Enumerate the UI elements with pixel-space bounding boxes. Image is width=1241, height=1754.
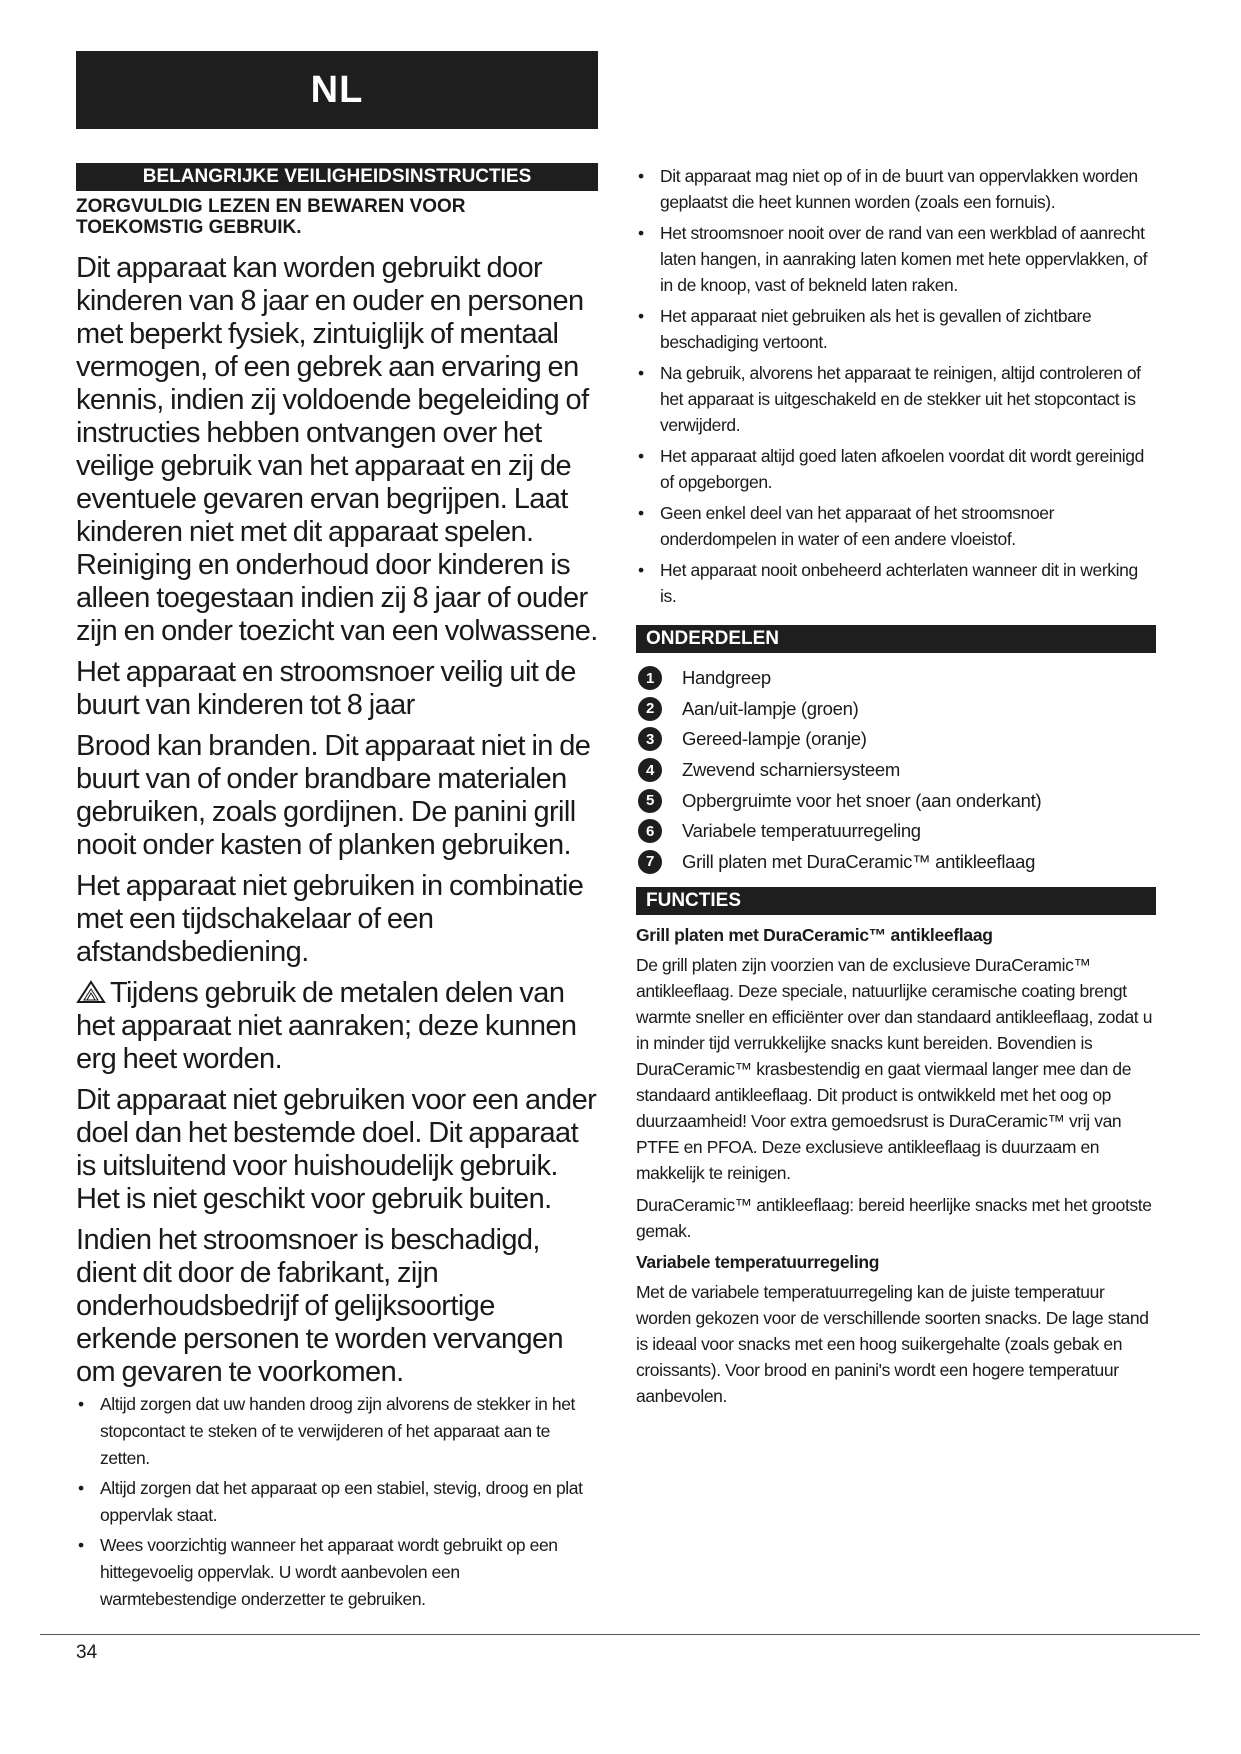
list-item: • Altijd zorgen dat het apparaat op een stabiel, stevig, droog en plat oppervlak staat.: [76, 1475, 598, 1529]
safety-title: BELANGRIJKE VEILIGHEIDSINSTRUCTIES: [76, 163, 598, 191]
part-item: [636, 694, 1156, 725]
part-label: Gereed-lampje (oranje): [682, 728, 867, 750]
part-number: 1: [638, 666, 662, 690]
parts-title: ONDERDELEN: [636, 625, 1156, 653]
part-number: 4: [638, 758, 662, 782]
safety-paragraph-warning: [76, 977, 598, 1076]
list-item: • Dit apparaat mag niet op of in de buurt van oppervlakken worden geplaatst die heet kunnen worden (zoals een fornuis).: [636, 163, 1156, 215]
part-label: Opbergruimte voor het snoer (aan onderkant): [682, 789, 1042, 811]
safety-paragraph: Indien het stroomsnoer is beschadigd, dient dit door de fabrikant, zijn onderhoudsbedrijf of gelijksoortige erkende personen te worden vervangen om gevaren te voorkomen.: [76, 1224, 564, 1388]
right-column: [636, 163, 1156, 1415]
list-item: • Het apparaat nooit onbeheerd achterlaten wanneer dit in werking is.: [636, 557, 1156, 609]
list-item: • Wees voorzichtig wanneer het apparaat wordt gebruikt op een hittegevoelig oppervlak. U wordt aanbevolen een warmtebestendige onderzetter te gebruiken.: [76, 1532, 598, 1613]
safety-paragraph: Het apparaat en stroomsnoer veilig uit de buurt van kinderen tot 8 jaar: [76, 656, 576, 721]
functions-title: FUNCTIES: [636, 887, 1156, 915]
part-number: 7: [638, 850, 662, 874]
part-number: 6: [638, 819, 662, 843]
part-number: 3: [638, 727, 662, 751]
left-column: [76, 163, 598, 1616]
list-item: • Het apparaat altijd goed laten afkoelen voordat dit wordt gereinigd of opgeborgen.: [636, 443, 1156, 495]
part-label: Zwevend scharniersysteem: [682, 759, 900, 781]
part-label: Handgreep: [682, 667, 771, 689]
part-label: Aan/uit-lampje (groen): [682, 697, 859, 719]
part-label: Grill platen met DuraCeramic™ antikleeflaag: [682, 850, 1036, 872]
parts-list: [636, 663, 1156, 877]
part-number: 5: [638, 789, 662, 813]
list-item: • Geen enkel deel van het apparaat of het stroomsnoer onderdompelen in water of een andere vloeistof.: [636, 500, 1156, 552]
feature-paragraph: DuraCeramic™ antikleeflaag: bereid heerlijke snacks met het grootste gemak.: [636, 1195, 1152, 1242]
part-item: [636, 724, 1156, 755]
safety-paragraph: Het apparaat niet gebruiken in combinatie met een tijdschakelaar of een afstandsbediening.: [76, 870, 584, 968]
part-label: Variabele temperatuurregeling: [682, 820, 921, 842]
safety-subtitle: ZORGVULDIG LEZEN EN BEWAREN VOOR TOEKOMSTIG GEBRUIK.: [76, 196, 466, 238]
part-item: [636, 663, 1156, 694]
list-item: • Altijd zorgen dat uw handen droog zijn alvorens de stekker in het stopcontact te steken of te verwijderen of het apparaat aan te zetten.: [76, 1391, 598, 1472]
safety-bullets-right: [636, 163, 1156, 609]
part-number: 2: [638, 697, 662, 721]
footer-divider: [40, 1634, 1200, 1635]
safety-paragraph: Brood kan branden. Dit apparaat niet in de buurt van of onder brandbare materialen gebruiken, zoals gordijnen. De panini grill nooit onder kasten of planken gebruiken.: [76, 730, 591, 861]
safety-bullets-left: [76, 1391, 598, 1613]
part-item: [636, 755, 1156, 786]
part-item: [636, 785, 1156, 816]
part-item: [636, 816, 1156, 847]
part-item: [636, 847, 1156, 878]
feature-heading: Grill platen met DuraCeramic™ antikleeflaag: [636, 925, 993, 946]
warning-icon: [76, 980, 106, 1004]
feature-heading: Variabele temperatuurregeling: [636, 1252, 880, 1273]
list-item: • Het stroomsnoer nooit over de rand van een werkblad of aanrecht laten hangen, in aanraking laten komen met hete oppervlakken, of in de knoop, vast of bekneld laten raken.: [636, 220, 1156, 298]
list-item: • Het apparaat niet gebruiken als het is gevallen of zichtbare beschadiging vertoont.: [636, 303, 1156, 355]
safety-paragraph: Dit apparaat niet gebruiken voor een ander doel dan het bestemde doel. Dit apparaat is uitsluitend voor huishoudelijk gebruik. Het is niet geschikt voor gebruik buiten.: [76, 1084, 597, 1215]
safety-paragraph: Dit apparaat kan worden gebruikt door kinderen van 8 jaar en ouder en personen met beperkt fysiek, zintuiglijk of mentaal vermogen, of een gebrek aan ervaring en kennis, indien zij voldoende begeleiding of instructies hebben ontvangen over het veilige gebruik van het apparaat en zij de eventuele gevaren ervan begrijpen. Laat kinderen niet met dit apparaat spelen. Reiniging en onderhoud door kinderen is alleen toegestaan indien zij 8 jaar of ouder zijn en onder toezicht van een volwassene.: [76, 252, 598, 647]
warning-text: Tijdens gebruik de metalen delen van het apparaat niet aanraken; deze kunnen erg heet worden.: [76, 977, 577, 1075]
feature-paragraph: De grill platen zijn voorzien van de exclusieve DuraCeramic™ antikleeflaag. Deze speciale, natuurlijke ceramische coating brengt warmte sneller en efficiënter over dan standaard antikleeflaag, zodat u in minder tijd verrukkelijke snacks kunt bereiden. Bovendien is DuraCeramic™ krasbestendig en gaat viermaal langer mee dan de standaard antikleeflaag. Dit product is ontwikkeld met het oog op duurzaamheid! Voor extra gemoedsrust is DuraCeramic™ vrij van PTFE en PFOA. Deze exclusieve antikleeflaag is duurzaam en makkelijk te reinigen.: [636, 955, 1153, 1184]
list-item: • Na gebruik, alvorens het apparaat te reinigen, altijd controleren of het apparaat is uitgeschakeld en de stekker uit het stopcontact is verwijderd.: [636, 360, 1156, 438]
page-number: 34: [76, 1642, 98, 1663]
feature-paragraph: Met de variabele temperatuurregeling kan de juiste temperatuur worden gekozen voor de verschillende soorten snacks. De lage stand is ideaal voor snacks met een hoog suikergehalte (zoals gebak en croissants). Voor brood en panini's wordt een hogere temperatuur aanbevolen.: [636, 1282, 1149, 1407]
language-header: NL: [76, 51, 598, 129]
